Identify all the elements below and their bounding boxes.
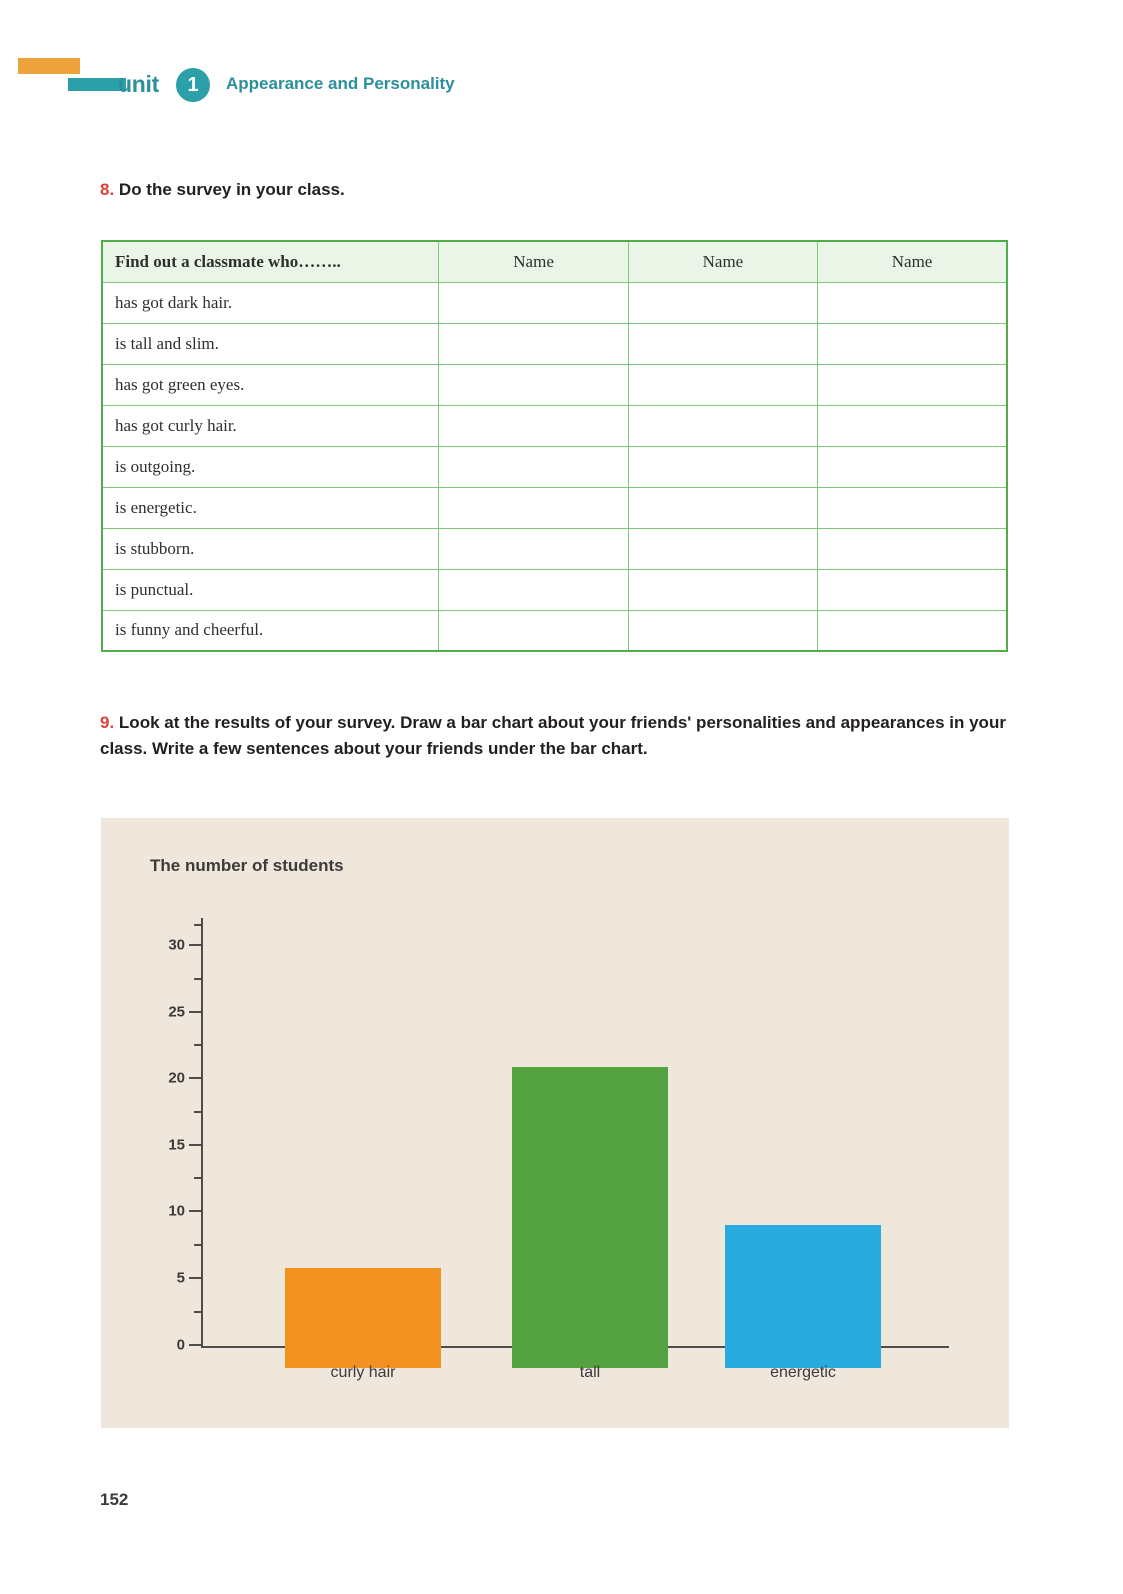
x-axis-label: tall [579,1364,601,1381]
answer-cell[interactable] [628,405,817,446]
y-axis-label: 25 [168,1003,185,1021]
y-tick-minor [194,1111,201,1113]
y-tick-5 [189,1277,201,1279]
answer-cell[interactable] [628,528,817,569]
row-label: is funny and cheerful. [102,610,439,651]
answer-cell[interactable] [628,282,817,323]
y-tick-minor [194,1244,201,1246]
column-header-name-3: Name [818,241,1007,282]
x-axis-labels [201,1364,949,1394]
row-label: has got curly hair. [102,405,439,446]
row-label: has got dark hair. [102,282,439,323]
answer-cell[interactable] [439,364,628,405]
exercise-9-heading [100,710,1010,763]
row-label: is stubborn. [102,528,439,569]
exercise-8-number: 8. [100,180,115,199]
y-tick-minor [194,1177,201,1179]
row-label: is energetic. [102,487,439,528]
survey-table-body [102,282,1007,651]
y-tick-minor [194,1044,201,1046]
chart-title: The number of students [150,856,344,875]
chart-plot-area [168,918,949,1381]
table-row [102,323,1007,364]
answer-cell[interactable] [818,323,1007,364]
x-axis-label: curly hair [330,1364,396,1381]
row-label: is tall and slim. [102,323,439,364]
answer-cell[interactable] [439,446,628,487]
y-tick-minor [194,978,201,980]
y-axis-label: 5 [176,1269,185,1287]
y-tick-minor [194,924,201,926]
answer-cell[interactable] [628,364,817,405]
table-row [102,569,1007,610]
y-tick-20 [189,1077,201,1079]
y-tick-15 [189,1144,201,1146]
answer-cell[interactable] [628,610,817,651]
row-label: has got green eyes. [102,364,439,405]
unit-title: Appearance and Personality [226,74,455,93]
column-header-name-2: Name [628,241,817,282]
y-axis-label: 20 [168,1069,185,1087]
survey-table [101,240,1008,652]
y-tick-0 [189,1344,201,1346]
answer-cell[interactable] [628,487,817,528]
y-tick-minor [194,1311,201,1313]
y-axis-labels [143,918,185,1354]
table-row [102,446,1007,487]
survey-table-head [102,241,1007,282]
answer-cell[interactable] [818,487,1007,528]
table-row [102,282,1007,323]
x-axis-label: energetic [770,1364,836,1381]
answer-cell[interactable] [439,610,628,651]
y-axis-label: 15 [168,1136,185,1154]
table-row [102,610,1007,651]
bar-curly-hair [285,1268,441,1368]
answer-cell[interactable] [628,323,817,364]
answer-cell[interactable] [628,446,817,487]
y-axis-line [201,918,203,1348]
y-tick-30 [189,944,201,946]
y-tick-25 [189,1011,201,1013]
table-row [102,528,1007,569]
answer-cell[interactable] [818,569,1007,610]
bar-energetic [725,1225,881,1368]
answer-cell[interactable] [818,446,1007,487]
answer-cell[interactable] [439,528,628,569]
answer-cell[interactable] [439,282,628,323]
y-axis-label: 30 [168,936,185,954]
bar-chart-panel [101,818,1009,1428]
table-row [102,487,1007,528]
answer-cell[interactable] [818,405,1007,446]
column-header-find-out: Find out a classmate who…….. [102,241,439,282]
column-header-name-1: Name [439,241,628,282]
unit-number-badge: 1 [176,68,210,102]
row-label: is punctual. [102,569,439,610]
exercise-9-number: 9. [100,713,115,732]
table-header-row [102,241,1007,282]
table-row [102,364,1007,405]
answer-cell[interactable] [818,364,1007,405]
y-axis-label: 0 [176,1336,185,1354]
exercise-8-instruction: Do the survey in your class. [118,180,345,199]
header-orange-bar [18,58,80,74]
exercise-9-instruction: Look at the results of your survey. Draw a bar chart about your friends' personalities and appearances in your class. Write a few sentences about your friends under the bar chart. [100,713,1006,759]
exercise-8-heading [100,180,345,200]
answer-cell[interactable] [818,282,1007,323]
answer-cell[interactable] [818,528,1007,569]
answer-cell[interactable] [439,323,628,364]
answer-cell[interactable] [439,487,628,528]
table-row [102,405,1007,446]
row-label: is outgoing. [102,446,439,487]
answer-cell[interactable] [628,569,817,610]
page-header [0,0,1123,120]
answer-cell[interactable] [439,569,628,610]
answer-cell[interactable] [439,405,628,446]
y-axis-label: 10 [168,1202,185,1220]
unit-word: unit [118,71,159,97]
bar-tall [512,1067,668,1368]
answer-cell[interactable] [818,610,1007,651]
y-tick-10 [189,1210,201,1212]
page-number: 152 [100,1490,129,1509]
